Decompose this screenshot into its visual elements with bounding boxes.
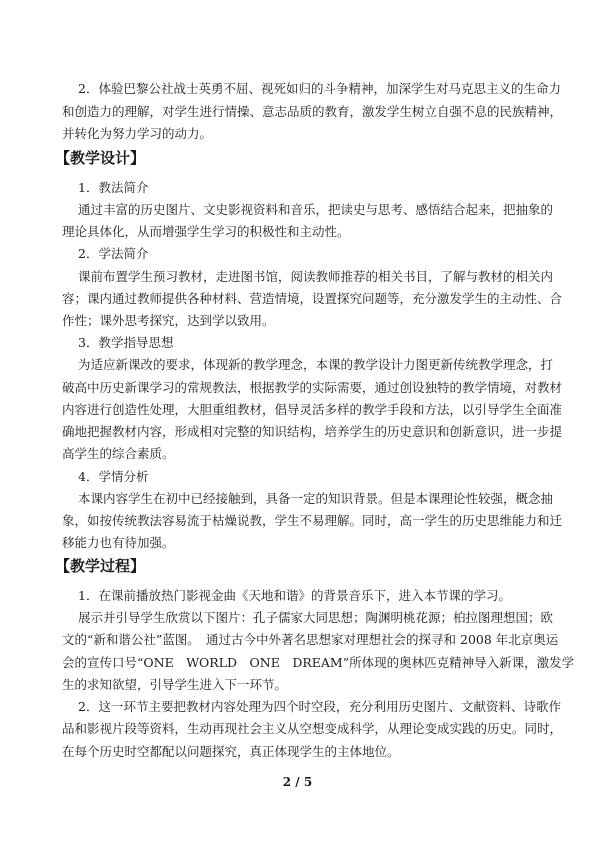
text-line: 象，如按传统教法容易流于枯燥说教，学生不易理解。同时，高一学生的历史思维能力和迁: [62, 513, 563, 528]
text-line: 容；课内通过教师提供各种材料、营造情境，设置探究问题等，充分激发学生的主动性、合: [62, 291, 563, 306]
text-line: 内容进行创造性处理，大胆重组教材，倡导灵活多样的教学手段和方法，以引导学生全面准: [62, 402, 563, 417]
text-line: 会的宣传口号“ONE WORLD ONE DREAM”所体现的奥林匹克精神导入新课，激发学: [62, 655, 575, 670]
subheading: 2．学法简介: [78, 246, 149, 261]
text-line: 确地把握教材内容，形成相对完整的知识结构，培养学生的历史意识和创新意识，进一步提: [62, 424, 563, 439]
text-line: 为适应新课改的要求，体现新的教学理念，本课的教学设计力图更新传统教学理念，打: [78, 357, 554, 372]
text-line: 课前布置学生预习教材，走进图书馆，阅读教师推荐的相关书目，了解与教材的相关内: [78, 269, 554, 284]
section-heading-teaching-design: 【教学设计】: [55, 149, 146, 167]
text-line: 和创造力的理解，对学生进行情操、意志品质的教育，激发学生树立自强不息的民族精神，: [62, 104, 563, 119]
subheading: 1．教法简介: [78, 180, 149, 195]
text-line: 本课内容学生在初中已经接触到，具备一定的知识背景。但是本课理论性较强，概念抽: [78, 491, 554, 506]
text-line: 理论具体化，从而增强学生学习的积极性和主动性。: [62, 224, 350, 239]
text-line: 在每个历史时空都配以问题探究，真正体现学生的主体地位。: [62, 744, 400, 759]
text-line: 破高中历史新课学习的常规教法，根据教学的实际需要，通过创设独特的教学情境，对教材: [62, 380, 563, 395]
text-line: 展示并引导学生欣赏以下图片：孔子儒家大同思想；陶渊明桃花源；柏拉图理想国；欧: [78, 610, 554, 625]
text-line: 高学生的综合素质。: [62, 446, 175, 461]
text-line: 1．在课前播放热门影视金曲《天地和谐》的背景音乐下，进入本节课的学习。: [78, 588, 511, 603]
page-number: 2 / 5: [282, 775, 313, 789]
text-line: 2．这一环节主要把教材内容处理为四个时空段，充分利用历史图片、文献资料、诗歌作: [78, 699, 561, 714]
text-line: 并转化为努力学习的动力。: [62, 126, 213, 141]
text-line: 生的求知欲望，引导学生进入下一环节。: [62, 677, 288, 692]
text-line: 文的“新和谐公社”蓝图。 通过古今中外著名思想家对理想社会的探寻和 2008 年北京奥运: [62, 632, 559, 647]
text-line: 品和影视片段等资料，生动再现社会主义从空想变成科学，从理论变成实践的历史。同时，: [62, 721, 563, 736]
text-line: 通过丰富的历史图片、文史影视资料和音乐，把读史与思考、感悟结合起来，把抽象的: [78, 202, 554, 217]
text-line: 作性；课外思考探究，达到学以致用。: [62, 313, 275, 328]
text-line: 2．体验巴黎公社战士英勇不屈、视死如归的斗争精神，加深学生对马克思主义的生命力: [78, 81, 561, 96]
section-heading-teaching-process: 【教学过程】: [55, 557, 146, 575]
text-line: 移能力也有待加强。: [62, 535, 175, 550]
subheading: 4．学情分析: [78, 469, 149, 484]
subheading: 3．教学指导思想: [78, 335, 174, 350]
